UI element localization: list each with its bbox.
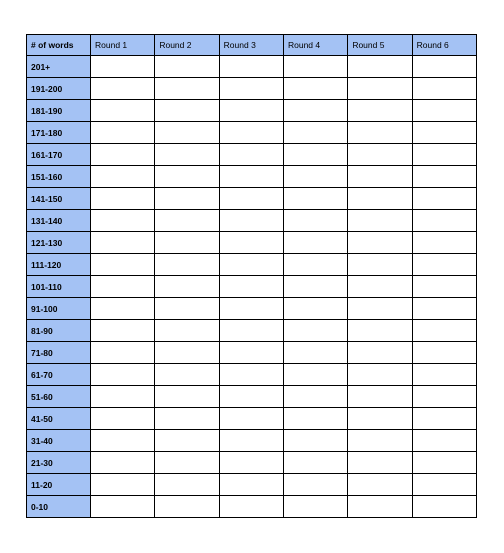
round-2-cell[interactable]	[155, 100, 219, 122]
round-3-cell[interactable]	[219, 496, 283, 518]
round-5-cell[interactable]	[348, 188, 412, 210]
round-4-cell[interactable]	[283, 276, 347, 298]
word-count-worksheet	[26, 34, 476, 518]
round-1-cell[interactable]	[91, 122, 155, 144]
table-row	[27, 166, 477, 188]
round-2-cell[interactable]	[155, 342, 219, 364]
round-2-cell[interactable]	[155, 232, 219, 254]
table-row	[27, 342, 477, 364]
round-6-cell[interactable]	[412, 342, 476, 364]
word-range-label: 191-200	[27, 78, 91, 100]
round-3-cell[interactable]	[219, 188, 283, 210]
round-3-cell[interactable]	[219, 144, 283, 166]
round-2-cell[interactable]	[155, 144, 219, 166]
round-4-cell[interactable]	[283, 254, 347, 276]
table-row	[27, 144, 477, 166]
round-2-cell[interactable]	[155, 408, 219, 430]
round-5-cell[interactable]	[348, 254, 412, 276]
round-3-cell[interactable]	[219, 122, 283, 144]
table-header	[27, 35, 477, 56]
word-range-label: 21-30	[27, 452, 91, 474]
round-5-cell[interactable]	[348, 298, 412, 320]
round-4-cell[interactable]	[283, 364, 347, 386]
round-4-cell[interactable]	[283, 430, 347, 452]
word-range-label: 181-190	[27, 100, 91, 122]
round-1-cell[interactable]	[91, 56, 155, 78]
round-4-cell[interactable]	[283, 78, 347, 100]
round-5-cell[interactable]	[348, 320, 412, 342]
round-1-cell[interactable]	[91, 364, 155, 386]
round-2-cell[interactable]	[155, 122, 219, 144]
round-3-cell[interactable]	[219, 276, 283, 298]
round-5-cell[interactable]	[348, 100, 412, 122]
word-range-label: 201+	[27, 56, 91, 78]
round-2-cell[interactable]	[155, 496, 219, 518]
round-5-cell[interactable]	[348, 78, 412, 100]
round-1-cell[interactable]	[91, 320, 155, 342]
round-4-cell[interactable]	[283, 386, 347, 408]
table-row	[27, 474, 477, 496]
round-1-cell[interactable]	[91, 188, 155, 210]
round-5-cell[interactable]	[348, 452, 412, 474]
table-row	[27, 408, 477, 430]
table-row	[27, 78, 477, 100]
word-range-label: 41-50	[27, 408, 91, 430]
table-row	[27, 298, 477, 320]
table-row	[27, 232, 477, 254]
round-4-cell[interactable]	[283, 100, 347, 122]
round-2-cell[interactable]	[155, 320, 219, 342]
table-row	[27, 56, 477, 78]
round-1-cell[interactable]	[91, 474, 155, 496]
round-column-header: Round 6	[412, 35, 476, 56]
round-2-cell[interactable]	[155, 56, 219, 78]
word-range-label: 111-120	[27, 254, 91, 276]
round-3-cell[interactable]	[219, 298, 283, 320]
word-range-label: 171-180	[27, 122, 91, 144]
round-6-cell[interactable]	[412, 276, 476, 298]
word-count-column-header: # of words	[27, 35, 91, 56]
round-3-cell[interactable]	[219, 166, 283, 188]
word-range-label: 81-90	[27, 320, 91, 342]
round-6-cell[interactable]	[412, 56, 476, 78]
word-range-label: 51-60	[27, 386, 91, 408]
table-row	[27, 100, 477, 122]
round-5-cell[interactable]	[348, 408, 412, 430]
round-5-cell[interactable]	[348, 386, 412, 408]
round-6-cell[interactable]	[412, 320, 476, 342]
round-2-cell[interactable]	[155, 386, 219, 408]
round-3-cell[interactable]	[219, 386, 283, 408]
round-4-cell[interactable]	[283, 188, 347, 210]
round-5-cell[interactable]	[348, 232, 412, 254]
round-5-cell[interactable]	[348, 342, 412, 364]
table-body	[27, 56, 477, 518]
round-2-cell[interactable]	[155, 474, 219, 496]
word-range-label: 121-130	[27, 232, 91, 254]
round-column-header: Round 2	[155, 35, 219, 56]
round-3-cell[interactable]	[219, 430, 283, 452]
round-4-cell[interactable]	[283, 232, 347, 254]
round-1-cell[interactable]	[91, 78, 155, 100]
round-2-cell[interactable]	[155, 188, 219, 210]
round-column-header: Round 5	[348, 35, 412, 56]
round-6-cell[interactable]	[412, 386, 476, 408]
word-range-label: 61-70	[27, 364, 91, 386]
round-6-cell[interactable]	[412, 232, 476, 254]
table-row	[27, 254, 477, 276]
round-column-header: Round 4	[283, 35, 347, 56]
round-6-cell[interactable]	[412, 188, 476, 210]
table-row	[27, 452, 477, 474]
round-3-cell[interactable]	[219, 342, 283, 364]
round-5-cell[interactable]	[348, 496, 412, 518]
table-row	[27, 188, 477, 210]
round-1-cell[interactable]	[91, 232, 155, 254]
round-2-cell[interactable]	[155, 452, 219, 474]
round-4-cell[interactable]	[283, 298, 347, 320]
round-3-cell[interactable]	[219, 364, 283, 386]
round-4-cell[interactable]	[283, 122, 347, 144]
round-1-cell[interactable]	[91, 496, 155, 518]
round-1-cell[interactable]	[91, 298, 155, 320]
round-3-cell[interactable]	[219, 254, 283, 276]
round-3-cell[interactable]	[219, 100, 283, 122]
round-3-cell[interactable]	[219, 452, 283, 474]
round-5-cell[interactable]	[348, 56, 412, 78]
round-1-cell[interactable]	[91, 254, 155, 276]
table-row	[27, 430, 477, 452]
round-2-cell[interactable]	[155, 364, 219, 386]
table-row	[27, 210, 477, 232]
round-6-cell[interactable]	[412, 78, 476, 100]
round-4-cell[interactable]	[283, 210, 347, 232]
round-5-cell[interactable]	[348, 210, 412, 232]
round-4-cell[interactable]	[283, 320, 347, 342]
round-3-cell[interactable]	[219, 232, 283, 254]
table-row	[27, 276, 477, 298]
round-6-cell[interactable]	[412, 100, 476, 122]
round-column-header: Round 1	[91, 35, 155, 56]
round-6-cell[interactable]	[412, 122, 476, 144]
table-row	[27, 122, 477, 144]
round-6-cell[interactable]	[412, 210, 476, 232]
round-6-cell[interactable]	[412, 254, 476, 276]
round-4-cell[interactable]	[283, 342, 347, 364]
word-range-label: 101-110	[27, 276, 91, 298]
table-row	[27, 496, 477, 518]
word-range-label: 0-10	[27, 496, 91, 518]
word-range-label: 71-80	[27, 342, 91, 364]
round-1-cell[interactable]	[91, 100, 155, 122]
round-3-cell[interactable]	[219, 474, 283, 496]
round-4-cell[interactable]	[283, 56, 347, 78]
round-1-cell[interactable]	[91, 342, 155, 364]
round-6-cell[interactable]	[412, 496, 476, 518]
round-5-cell[interactable]	[348, 430, 412, 452]
round-5-cell[interactable]	[348, 276, 412, 298]
round-4-cell[interactable]	[283, 144, 347, 166]
round-2-cell[interactable]	[155, 254, 219, 276]
table-row	[27, 364, 477, 386]
round-4-cell[interactable]	[283, 166, 347, 188]
round-2-cell[interactable]	[155, 78, 219, 100]
table-row	[27, 320, 477, 342]
round-column-header: Round 3	[219, 35, 283, 56]
word-range-label: 11-20	[27, 474, 91, 496]
round-5-cell[interactable]	[348, 474, 412, 496]
round-1-cell[interactable]	[91, 452, 155, 474]
header-row	[27, 35, 477, 56]
word-range-label: 131-140	[27, 210, 91, 232]
round-5-cell[interactable]	[348, 364, 412, 386]
round-2-cell[interactable]	[155, 298, 219, 320]
round-6-cell[interactable]	[412, 408, 476, 430]
round-5-cell[interactable]	[348, 144, 412, 166]
round-6-cell[interactable]	[412, 298, 476, 320]
word-range-label: 91-100	[27, 298, 91, 320]
round-1-cell[interactable]	[91, 166, 155, 188]
round-4-cell[interactable]	[283, 496, 347, 518]
round-3-cell[interactable]	[219, 210, 283, 232]
round-2-cell[interactable]	[155, 166, 219, 188]
word-range-label: 31-40	[27, 430, 91, 452]
round-3-cell[interactable]	[219, 78, 283, 100]
round-1-cell[interactable]	[91, 210, 155, 232]
round-1-cell[interactable]	[91, 408, 155, 430]
round-6-cell[interactable]	[412, 166, 476, 188]
round-6-cell[interactable]	[412, 430, 476, 452]
round-5-cell[interactable]	[348, 122, 412, 144]
round-6-cell[interactable]	[412, 452, 476, 474]
round-1-cell[interactable]	[91, 144, 155, 166]
round-4-cell[interactable]	[283, 408, 347, 430]
round-3-cell[interactable]	[219, 320, 283, 342]
round-6-cell[interactable]	[412, 364, 476, 386]
word-count-table	[26, 34, 477, 518]
round-6-cell[interactable]	[412, 144, 476, 166]
round-2-cell[interactable]	[155, 430, 219, 452]
table-row	[27, 386, 477, 408]
word-range-label: 141-150	[27, 188, 91, 210]
word-range-label: 151-160	[27, 166, 91, 188]
round-3-cell[interactable]	[219, 408, 283, 430]
round-1-cell[interactable]	[91, 276, 155, 298]
round-1-cell[interactable]	[91, 386, 155, 408]
round-4-cell[interactable]	[283, 474, 347, 496]
round-4-cell[interactable]	[283, 452, 347, 474]
round-6-cell[interactable]	[412, 474, 476, 496]
round-3-cell[interactable]	[219, 56, 283, 78]
word-range-label: 161-170	[27, 144, 91, 166]
round-1-cell[interactable]	[91, 430, 155, 452]
round-5-cell[interactable]	[348, 166, 412, 188]
round-2-cell[interactable]	[155, 276, 219, 298]
round-2-cell[interactable]	[155, 210, 219, 232]
